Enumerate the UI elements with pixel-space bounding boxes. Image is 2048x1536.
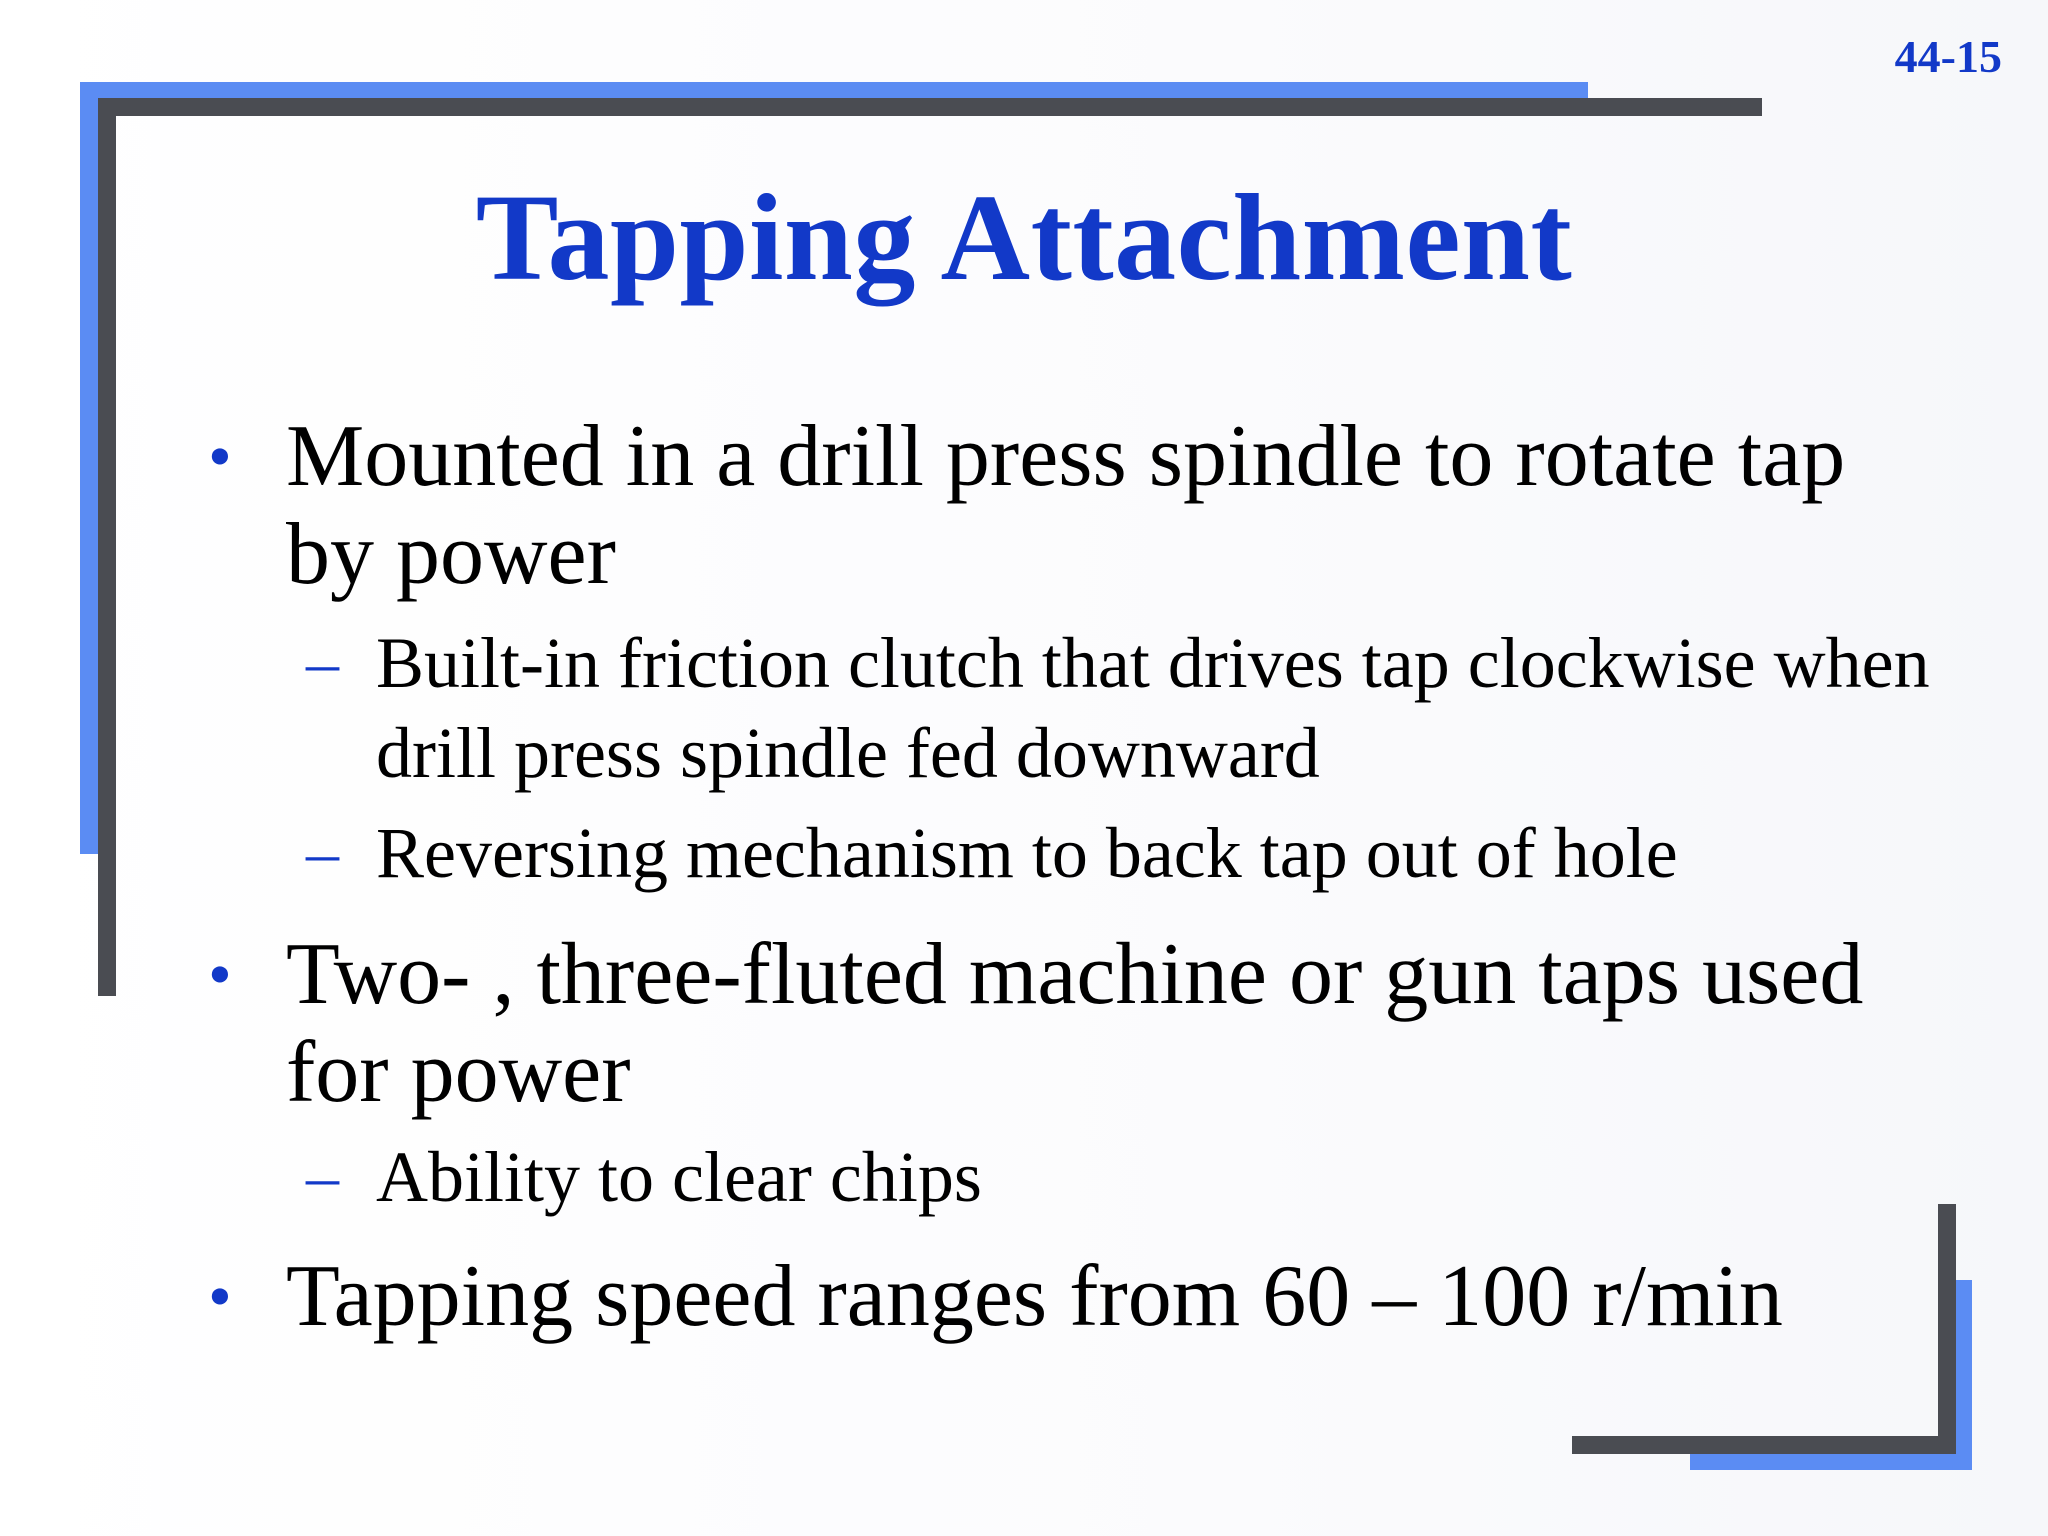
sub-bullet-marker: – [306, 816, 339, 889]
sub-bullet-text: Ability to clear chips [376, 1137, 982, 1217]
bullet-text: Tapping speed ranges from 60 – 100 r/min [286, 1248, 1783, 1345]
page-number: 44-15 [1894, 31, 2002, 82]
bullet-marker: • [208, 936, 232, 1012]
sub-bullet-marker: – [306, 626, 339, 699]
sub-bullet-marker: – [306, 1140, 339, 1213]
bullet-marker: • [208, 418, 232, 494]
bullet-text: Two- , three-fluted machine or gun taps used for power [286, 926, 1864, 1121]
slide-title: Tapping Attachment [475, 169, 1573, 306]
bullet-text: Mounted in a drill press spindle to rotate tap by power [286, 408, 1846, 603]
sub-bullet-text: Reversing mechanism to back tap out of hole [376, 813, 1678, 893]
sub-bullet-text: Built-in friction clutch that drives tap clockwise when drill press spindle fed downward [376, 623, 1930, 793]
bullet-marker: • [208, 1258, 232, 1334]
